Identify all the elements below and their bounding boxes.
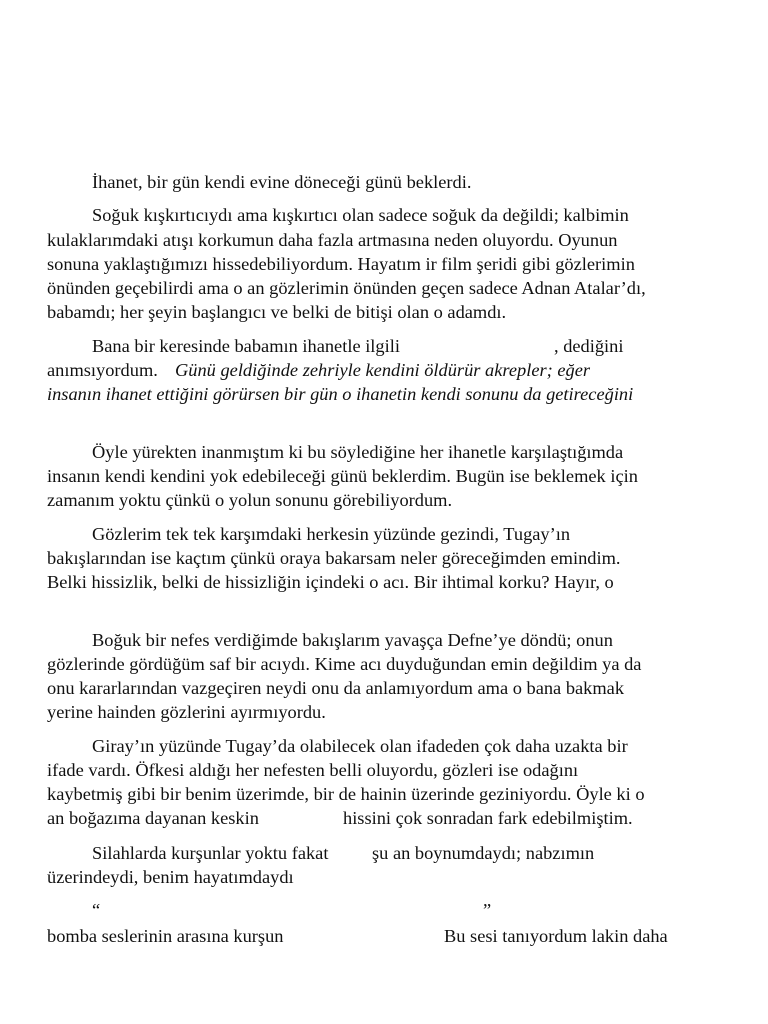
text-line: şu an boynumdaydı; nabzımın <box>372 843 595 863</box>
text-line: İhanet, bir gün kendi evine döneceği günü beklerdi. <box>92 172 472 192</box>
text-line: , dediğini <box>554 336 624 356</box>
quote-line: Günü geldiğinde zehriyle kendini öldürür akrepler; eğer <box>175 360 591 380</box>
text-line: üzerindeydi, benim hayatımdaydı <box>47 867 294 887</box>
text-line: an boğazıma dayanan keskin <box>47 808 259 828</box>
text-line: zamanım yoktu çünkü o yolun sonunu görebiliyordum. <box>47 490 453 510</box>
text-line: gözlerinde gördüğüm saf bir acıydı. Kime acı duyduğundan emin değildim ya da <box>47 654 642 674</box>
text-line: bomba seslerinin arasına kurşun <box>47 926 284 946</box>
text-line: Belki hissizlik, belki de hissizliğin içindeki o acı. Bir ihtimal korku? Hayır, o <box>47 572 614 592</box>
text-line: kaybetmiş gibi bir benim üzerimde, bir de hainin üzerinde geziniyordu. Öyle ki o <box>47 784 645 804</box>
open-quote-mark: “ <box>92 900 101 920</box>
text-line: yerine hainden gözlerini ayırmıyordu. <box>47 702 326 722</box>
text-line: babamdı; her şeyin başlangıcı ve belki de bitişi olan o adamdı. <box>47 302 507 322</box>
text-line: Soğuk kışkırtıcıydı ama kışkırtıcı olan sadece soğuk da değildi; kalbimin <box>92 205 629 225</box>
text-line: Bu sesi tanıyordum lakin daha <box>444 926 668 946</box>
text-line: Gözlerim tek tek karşımdaki herkesin yüzünde gezindi, Tugay’ın <box>92 524 571 544</box>
text-line: ifade vardı. Öfkesi aldığı her nefesten belli oluyordu, gözleri ise odağını <box>47 760 579 780</box>
text-line: kulaklarımdaki atışı korkumun daha fazla artmasına neden oluyordu. Oyunun <box>47 230 618 250</box>
text-line: bakışlarından ise kaçtım çünkü oraya bakarsam neler göreceğimden emindim. <box>47 548 621 568</box>
text-line: anımsıyordum. <box>47 360 158 380</box>
text-line: hissini çok sonradan fark edebilmiştim. <box>343 808 633 828</box>
text-line: Giray’ın yüzünde Tugay’da olabilecek olan ifadeden çok daha uzakta bir <box>92 736 628 756</box>
text-line: sonuna yaklaştığımızı hissedebiliyordum. Hayatım ir film şeridi gibi gözlerimin <box>47 254 635 274</box>
text-line: insanın kendi kendini yok edebileceği günü beklerdim. Bugün ise beklemek için <box>47 466 638 486</box>
quote-line: insanın ihanet ettiğini görürsen bir gün o ihanetin kendi sonunu da getireceğini <box>47 384 634 404</box>
text-line: Bana bir keresinde babamın ihanetle ilgili <box>92 336 400 356</box>
text-line: Öyle yürekten inanmıştım ki bu söylediğine her ihanetle karşılaştığımda <box>92 442 624 462</box>
text-line: önünden geçebilirdi ama o an gözlerimin önünden geçen sadece Adnan Atalar’dı, <box>47 278 646 298</box>
text-line: onu kararlarından vazgeçiren neydi onu da anlamıyordum ama o bana bakmak <box>47 678 625 698</box>
text-line: Silahlarda kurşunlar yoktu fakat <box>92 843 329 863</box>
close-quote-mark: ” <box>483 900 492 920</box>
text-line: Boğuk bir nefes verdiğimde bakışlarım yavaşça Defne’ye döndü; onun <box>92 630 613 650</box>
